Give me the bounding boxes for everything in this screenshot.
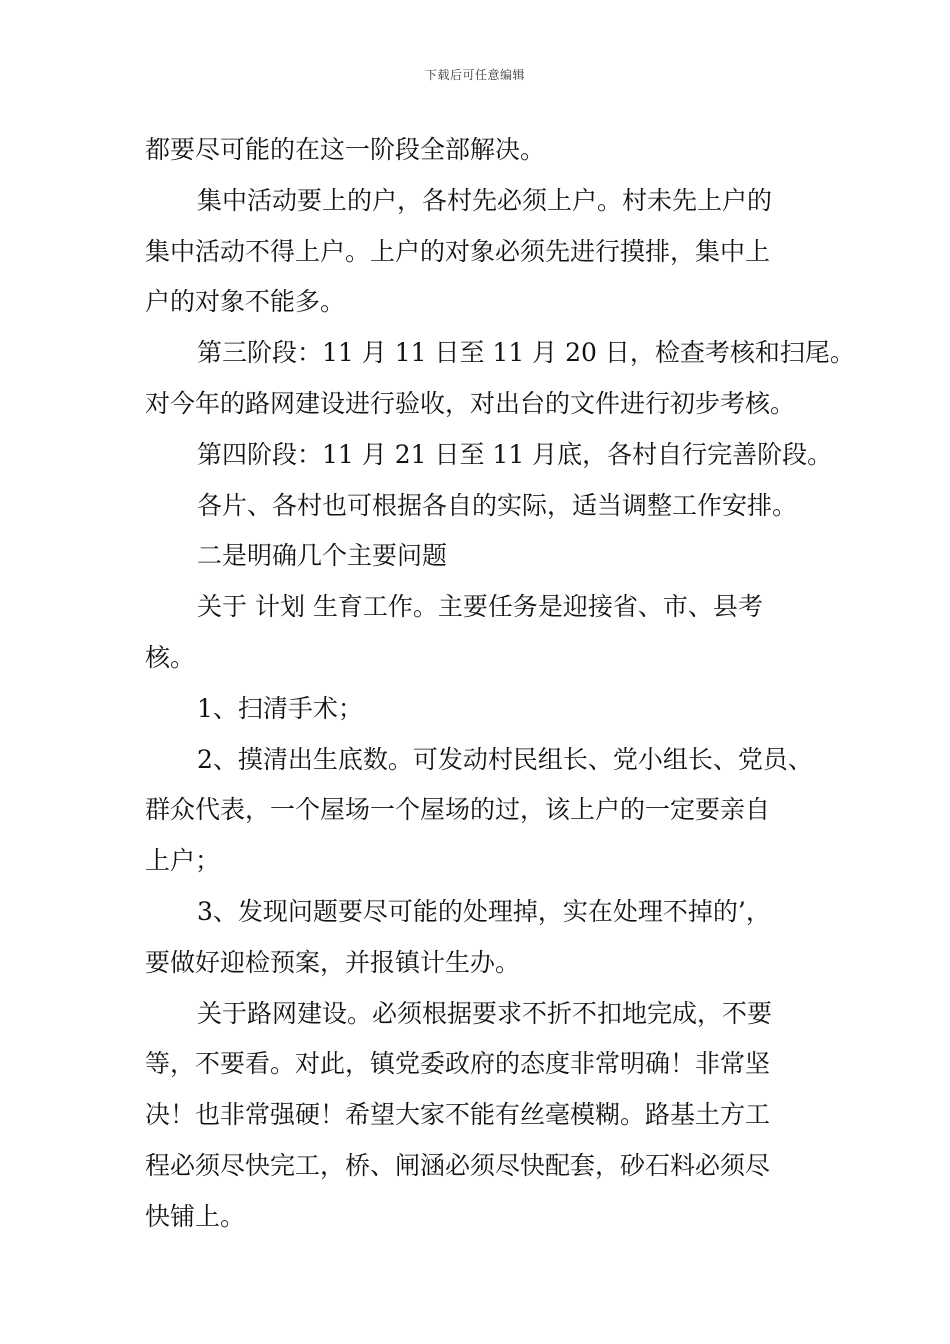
text-line: 3、发现问题要尽可能的处理掉，实在处理不掉的’， [197,896,771,926]
text-line: 上户； [145,846,221,876]
text-line: 关于路网建设。必须根据要求不折不扣地完成，不要 [197,998,773,1028]
text-line: 2、摸清出生底数。可发动村民组长、党小组长、党员、 [197,744,813,774]
text-line: 对今年的路网建设进行验收，对出台的文件进行初步考核。 [145,388,796,418]
text-line: 1、扫清手术； [197,693,363,723]
text-line: 集中活动不得上户。上户的对象必须先进行摸排，集中上 [145,236,771,266]
text-line: 决！也非常强硬！希望大家不能有丝毫模糊。路基土方工 [145,1100,771,1130]
text-line: 核。 [145,642,196,672]
text-line: 集中活动要上的户，各村先必须上户。村未先上户的 [197,185,773,215]
text-line: 各片、各村也可根据各自的实际，适当调整工作安排。 [197,490,798,520]
document-body [145,132,855,1250]
text-line: 群众代表，一个屋场一个屋场的过，该上户的一定要亲自 [145,795,771,825]
text-line: 关于 计划 生育工作。主要任务是迎接省、市、县考 [197,592,763,622]
text-line: 快铺上。 [145,1201,246,1231]
text-line: 都要尽可能的在这一阶段全部解决。 [145,135,546,164]
text-line: 程必须尽快完工，桥、闸涵必须尽快配套，砂石料必须尽 [145,1150,771,1180]
text-line: 等，不要看。对此，镇党委政府的态度非常明确！非常坚 [145,1049,771,1079]
text-line: 第四阶段：11 月 21 日至 11 月底，各村自行完善阶段。 [197,439,833,469]
text-line: 户的对象不能多。 [145,287,346,317]
page-header: 下载后可任意编辑 [424,68,525,82]
text-line: 第三阶段：11 月 11 日至 11 月 20 日，检查考核和扫尾。 [197,338,855,368]
text-line: 二是明确几个主要问题 [197,541,448,571]
text-line: 要做好迎检预案，并报镇计生办。 [145,947,521,977]
